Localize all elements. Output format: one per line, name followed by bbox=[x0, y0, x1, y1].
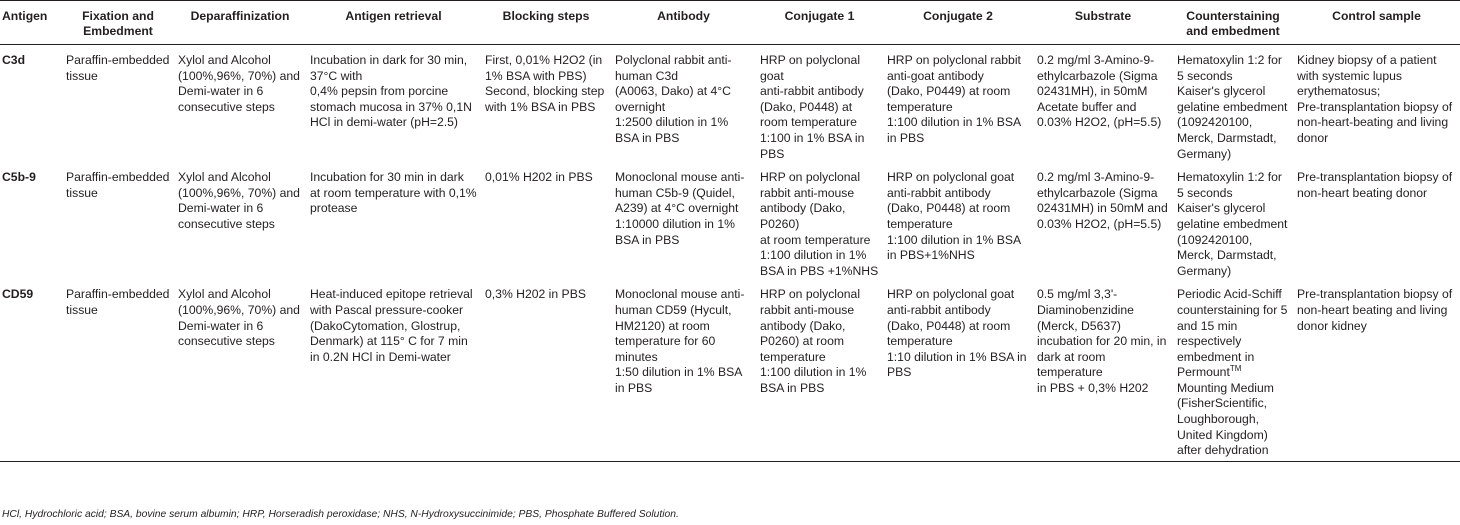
cell-deparaffinization: Xylol and Alcohol (100%,96%, 70%) and Demi-water in 6 consecutive steps bbox=[178, 53, 300, 114]
cell-fixation: Paraffin-embedded tissue bbox=[66, 287, 170, 317]
cell-antibody: Monoclonal mouse anti-human C5b-9 (Quidel, A239) at 4°C overnight 1:10000 dilution in 1% BSA in PBS bbox=[615, 170, 745, 247]
header-counterstaining: Counterstaining and embedment bbox=[1186, 9, 1280, 38]
header-antibody: Antibody bbox=[657, 9, 710, 23]
header-blocking-steps: Blocking steps bbox=[502, 9, 590, 23]
cell-blocking-steps: 0,01% H202 in PBS bbox=[485, 170, 593, 185]
cell-conjugate-1: HRP on polyclonal goat anti-rabbit antibody (Dako, P0448) at room temperature 1:100 in 1% BSA in PBS bbox=[760, 53, 865, 161]
header-deparaffinization: Deparaffinization bbox=[190, 9, 290, 23]
header-antigen: Antigen bbox=[2, 9, 48, 23]
cell-antibody: Monoclonal mouse anti-human CD59 (Hycult, HM2120) at room temperature for 60 minutes 1:50 dilution in 1% BSA in PBS bbox=[615, 287, 745, 395]
cell-substrate: 0.2 mg/ml 3-Amino-9-ethylcarbazole (Sigma 02431MH), in 50mM Acetate buffer and 0.03% H2O2, (pH=5.5) bbox=[1037, 53, 1162, 130]
cell-deparaffinization: Xylol and Alcohol (100%,96%, 70%) and Demi-water in 6 consecutive steps bbox=[178, 287, 300, 349]
cell-antigen: CD59 bbox=[2, 287, 34, 302]
cell-blocking-steps: First, 0,01% H2O2 (in 1% BSA with PBS) Second, blocking step with 1% BSA in PBS bbox=[485, 53, 605, 114]
cell-conjugate-2: HRP on polyclonal goat anti-rabbit antibody (Dako, P0448) at room temperature 1:100 dilution in 1% BSA in PBS+1%NHS bbox=[887, 170, 1021, 263]
cell-conjugate-2: HRP on polyclonal goat anti-rabbit antibody (Dako, P0448) at room temperature 1:10 dilution in 1% BSA in PBS bbox=[887, 287, 1027, 380]
header-substrate: Substrate bbox=[1074, 9, 1132, 23]
cell-fixation: Paraffin-embedded tissue bbox=[66, 170, 170, 200]
cell-conjugate-2: HRP on polyclonal rabbit anti-goat antibody (Dako, P0449) at room temperature 1:100 dilution in 1% BSA in PBS bbox=[887, 53, 1021, 145]
cell-antigen-retrieval: Incubation for 30 min in dark at room temperature with 0,1% protease bbox=[310, 170, 477, 216]
cell-deparaffinization: Xylol and Alcohol (100%,96%, 70%) and Demi-water in 6 consecutive steps bbox=[178, 170, 300, 231]
cell-fixation: Paraffin-embedded tissue bbox=[66, 53, 170, 83]
table-footnote: HCl, Hydrochloric acid; BSA, bovine serum albumin; HRP, Horseradish peroxidase; NHS, N-Hydroxysuccinimide; PBS, Phosphate Buffered Solution. bbox=[2, 509, 679, 520]
header-antigen-retrieval: Antigen retrieval bbox=[345, 9, 442, 23]
cell-control-sample: Kidney biopsy of a patient with systemic lupus erythematosus; Pre-transplantation biopsy of non-heart-beating and living donor bbox=[1297, 53, 1453, 145]
cell-conjugate-1: HRP on polyclonal rabbit anti-mouse antibody (Dako, P0260) at room temperature 1:100 dilution in 1% BSA in PBS bbox=[760, 287, 867, 395]
table-row bbox=[0, 45, 1460, 163]
cell-control-sample: Pre-transplantation biopsy of non-heart beating and living donor kidney bbox=[1297, 287, 1453, 333]
cell-substrate: 0.2 mg/ml 3-Amino-9-ethylcarbazole (Sigma 02431MH) in 50mM and 0.03% H2O2, (pH=5.5) bbox=[1037, 170, 1168, 231]
cell-counterstaining: Hematoxylin 1:2 for 5 seconds Kaiser's glycerol gelatine embedment (1092420100, Merck, Darmstadt, Germany) bbox=[1177, 170, 1288, 278]
cell-counterstaining bbox=[1173, 279, 1293, 461]
cell-counterstaining: Hematoxylin 1:2 for 5 seconds Kaiser's glycerol gelatine embedment (1092420100, Merck, Darmstadt, Germany) bbox=[1177, 53, 1288, 161]
cell-blocking-steps: 0,3% H202 in PBS bbox=[485, 287, 586, 302]
counterstaining-text: Periodic Acid-Schiff counterstaining for 5 and 15 min respectively embedment in Permount bbox=[1177, 287, 1288, 380]
cell-antibody: Polyclonal rabbit anti-human C3d (A0063, Dako) at 4°C overnight 1:2500 dilution in 1% BSA in PBS bbox=[615, 53, 732, 145]
cell-antigen: C5b-9 bbox=[2, 170, 36, 185]
header-control-sample: Control sample bbox=[1332, 9, 1421, 23]
header-fixation: Fixation and Embedment bbox=[82, 9, 154, 38]
table-row bbox=[0, 279, 1460, 461]
cell-substrate: 0.5 mg/ml 3,3'-Diaminobenzidine (Merck, D5637) incubation for 20 min, in dark at room temperature in PBS + 0,3% H202 bbox=[1037, 287, 1167, 395]
table-row bbox=[0, 162, 1460, 279]
header-conjugate-2: Conjugate 2 bbox=[923, 9, 993, 23]
cell-control-sample: Pre-transplantation biopsy of non-heart beating donor bbox=[1297, 170, 1453, 200]
table-header-row bbox=[0, 1, 1460, 45]
counterstaining-text-cont: Mounting Medium (FisherScientific, Loughborough, United Kingdom) after dehydration bbox=[1177, 380, 1274, 458]
cell-antigen-retrieval: Incubation in dark for 30 min, 37°C with 0,4% pepsin from porcine stomach mucosa in 37% 0,1N HCl in demi-water (pH=2.5) bbox=[310, 53, 472, 130]
trademark-superscript: TM bbox=[1229, 364, 1242, 374]
header-conjugate-1: Conjugate 1 bbox=[784, 9, 855, 23]
cell-antigen-retrieval: Heat-induced epitope retrieval with Pascal pressure-cooker (DakoCytomation, Glostrup, Denmark) at 115° C for 7 min in 0.2N HCl in Demi-water bbox=[310, 287, 473, 364]
cell-antigen: C3d bbox=[2, 53, 26, 67]
cell-conjugate-1: HRP on polyclonal rabbit anti-mouse antibody (Dako, P0260) at room temperature 1:100 dilution in 1% BSA in PBS +1%NHS bbox=[760, 170, 879, 278]
